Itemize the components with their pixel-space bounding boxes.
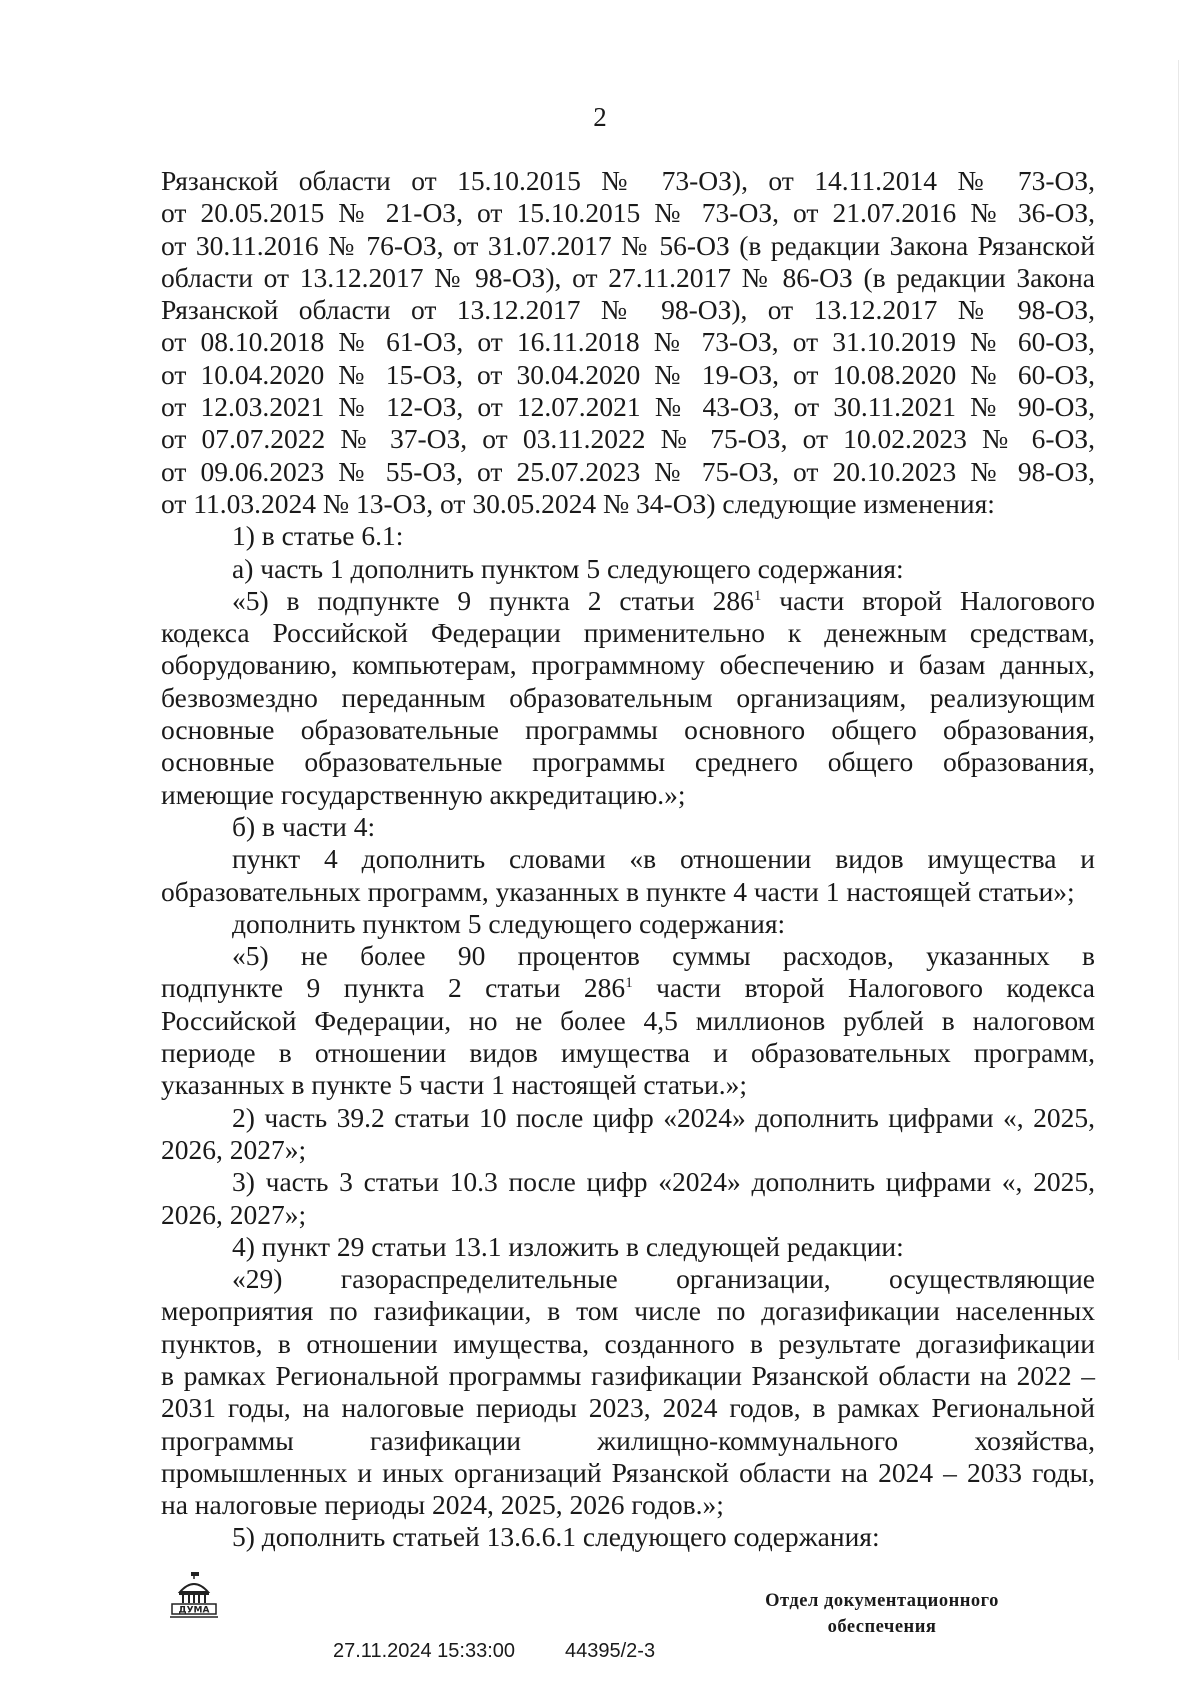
text-line: области от 13.12.2017 № 98-ОЗ), от 27.11.2017 № 86-ОЗ (в редакции Закона <box>161 261 1095 293</box>
department-line-1: Отдел документационного <box>765 1591 999 1611</box>
paragraph <box>161 520 1095 552</box>
text-line: программы газификации жилищно-коммунального хозяйства, <box>161 1424 1095 1456</box>
paragraph <box>161 843 1095 908</box>
text-line: мероприятия по газификации, в том числе по догазификации населенных <box>161 1295 1095 1327</box>
text-line: от 20.05.2015 № 21-ОЗ, от 15.10.2015 № 73-ОЗ, от 21.07.2016 № 36-ОЗ, <box>161 197 1095 229</box>
text-line: от 07.07.2022 № 37-ОЗ, от 03.11.2022 № 75-ОЗ, от 10.02.2023 № 6-ОЗ, <box>161 423 1095 455</box>
text-line: образовательных программ, указанных в пункте 4 части 1 настоящей статьи»; <box>161 875 1075 907</box>
paragraph <box>161 811 1095 843</box>
text-line: а) часть 1 дополнить пунктом 5 следующего содержания: <box>232 552 904 584</box>
paragraph <box>161 940 1095 1101</box>
document-body <box>161 165 1095 1554</box>
text-line: кодекса Российской Федерации применительно к денежным средствам, <box>161 617 1095 649</box>
text-line: в рамках Региональной программы газификации Рязанской области на 2022 – <box>161 1359 1095 1391</box>
svg-text:ДУМА: ДУМА <box>178 1605 210 1616</box>
text-line: на налоговые периоды 2024, 2025, 2026 годов.»; <box>161 1489 724 1521</box>
paragraph <box>161 1521 1095 1553</box>
text-line: периоде в отношении видов имущества и образовательных программ, <box>161 1037 1095 1069</box>
superscript-index: 1 <box>625 975 633 992</box>
text-line: оборудованию, компьютерам, программному обеспечению и базам данных, <box>161 649 1095 681</box>
text-line: «5) не более 90 процентов суммы расходов, указанных в <box>232 940 1095 972</box>
text-line: от 08.10.2018 № 61-ОЗ, от 16.11.2018 № 73-ОЗ, от 31.10.2019 № 60-ОЗ, <box>161 326 1095 358</box>
text-line: от 09.06.2023 № 55-ОЗ, от 25.07.2023 № 75-ОЗ, от 20.10.2023 № 98-ОЗ, <box>161 455 1095 487</box>
footer-registration-number: 44395/2-3 <box>565 1640 656 1662</box>
text-line <box>161 585 1095 617</box>
text-line: 5) дополнить статьей 13.6.6.1 следующего содержания: <box>232 1521 880 1553</box>
text-line: от 11.03.2024 № 13-ОЗ, от 30.05.2024 № 34-ОЗ) следующие изменения: <box>161 487 995 519</box>
department-line-2: обеспечения <box>827 1617 937 1637</box>
text-line <box>161 972 1095 1004</box>
paragraph <box>161 908 1095 940</box>
text-line: указанных в пункте 5 части 1 настоящей статьи.»; <box>161 1069 747 1101</box>
paragraph <box>161 1166 1095 1231</box>
text-line: от 30.11.2016 № 76-ОЗ, от 31.07.2017 № 56-ОЗ (в редакции Закона Рязанской <box>161 229 1095 261</box>
text-line: 2026, 2027»; <box>161 1133 307 1165</box>
text-line: дополнить пунктом 5 следующего содержания: <box>232 907 786 939</box>
text-line: пунктов, в отношении имущества, созданного в результате догазификации <box>161 1327 1095 1359</box>
text-line: Рязанской области от 15.10.2015 № 73-ОЗ), от 14.11.2014 № 73-ОЗ, <box>161 165 1095 196</box>
text-line: от 10.04.2020 № 15-ОЗ, от 30.04.2020 № 19-ОЗ, от 10.08.2020 № 60-ОЗ, <box>161 358 1095 390</box>
text-line: «29) газораспределительные организации, осуществляющие <box>232 1263 1095 1295</box>
text-line: б) в части 4: <box>232 810 376 842</box>
scan-edge-line <box>1178 60 1179 1360</box>
text-fragment: части второй Налогового кодекса <box>632 972 1095 1004</box>
text-fragment: подпункте 9 пункта 2 статьи 286 <box>161 972 626 1004</box>
paragraph <box>161 1231 1095 1263</box>
footer-department-stamp <box>732 1588 1032 1640</box>
paragraph <box>161 1102 1095 1167</box>
text-line: Российской Федерации, но не более 4,5 миллионов рублей в налоговом <box>161 1004 1095 1036</box>
footer-datetime: 27.11.2024 15:33:00 <box>333 1640 516 1662</box>
text-line: от 12.03.2021 № 12-ОЗ, от 12.07.2021 № 43-ОЗ, от 30.11.2021 № 90-ОЗ, <box>161 391 1095 423</box>
text-line: 2026, 2027»; <box>161 1198 307 1230</box>
text-line: основные образовательные программы среднего общего образования, <box>161 746 1095 778</box>
text-line: промышленных и иных организаций Рязанской области на 2024 – 2033 годы, <box>161 1456 1095 1488</box>
text-line: 3) часть 3 статьи 10.3 после цифр «2024» дополнить цифрами «, 2025, <box>232 1166 1095 1198</box>
paragraph <box>161 585 1095 811</box>
paragraph <box>161 165 1095 520</box>
text-line: 2) часть 39.2 статьи 10 после цифр «2024» дополнить цифрами «, 2025, <box>232 1101 1095 1133</box>
duma-logo-icon <box>168 1570 220 1620</box>
text-line: Рязанской области от 13.12.2017 № 98-ОЗ), от 13.12.2017 № 98-ОЗ, <box>161 294 1095 326</box>
text-line: имеющие государственную аккредитацию.»; <box>161 778 686 810</box>
text-line: 2031 годы, на налоговые периоды 2023, 2024 годов, в рамках Региональной <box>161 1392 1095 1424</box>
text-line: пункт 4 дополнить словами «в отношении видов имущества и <box>232 843 1095 875</box>
text-line: 1) в статье 6.1: <box>232 520 404 552</box>
page-number: 2 <box>593 102 607 132</box>
text-line: основные образовательные программы основного общего образования, <box>161 714 1095 746</box>
text-line: 4) пункт 29 статьи 13.1 изложить в следующей редакции: <box>232 1230 904 1262</box>
text-line: безвозмездно переданным образовательным организациям, реализующим <box>161 681 1095 713</box>
paragraph <box>161 1263 1095 1521</box>
superscript-index: 1 <box>753 587 762 604</box>
text-fragment: «5) в подпункте 9 пункта 2 статьи 286 <box>232 584 754 616</box>
paragraph <box>161 553 1095 585</box>
text-fragment: части второй Налогового <box>761 584 1095 616</box>
